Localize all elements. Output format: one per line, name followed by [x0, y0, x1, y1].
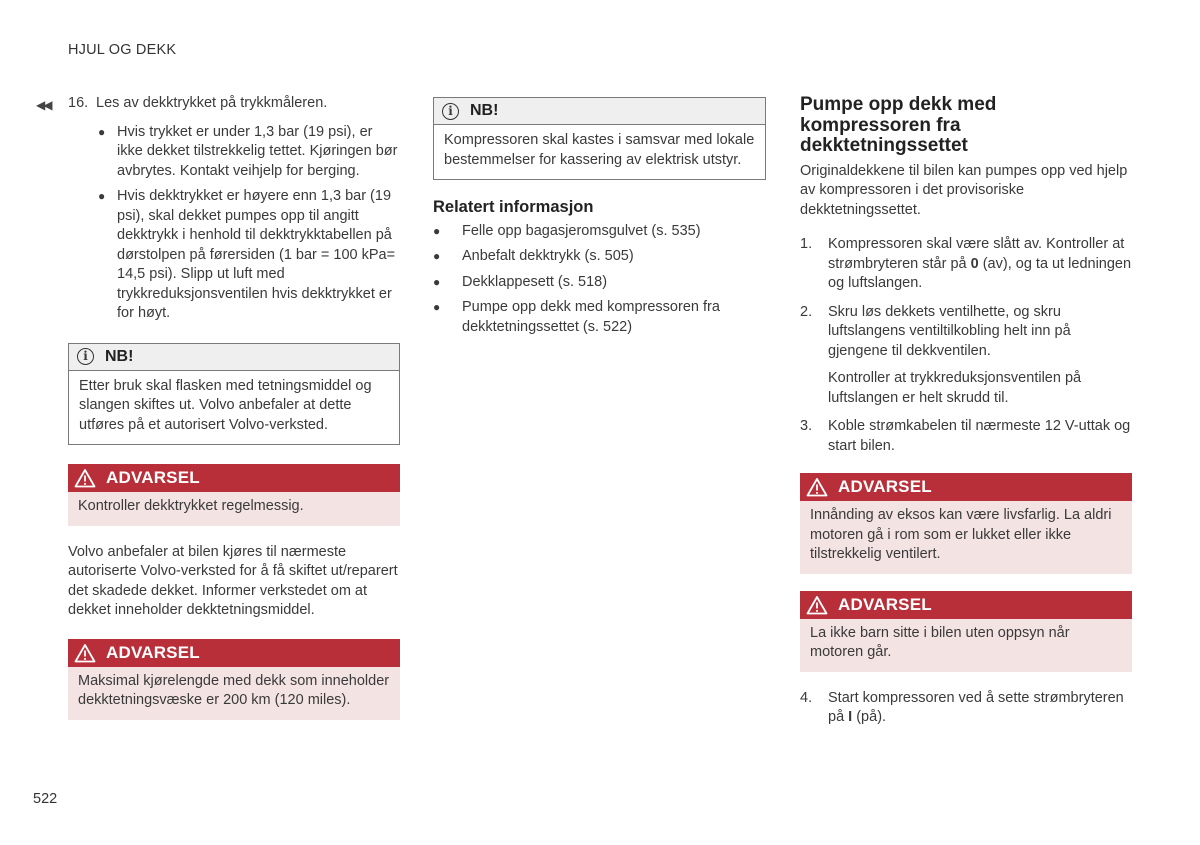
warning-triangle-icon [806, 477, 828, 497]
warning-header [68, 639, 400, 667]
warning-header [800, 591, 1132, 619]
page-number: 522 [33, 791, 58, 807]
related-link[interactable]: ● Anbefalt dekktrykk (s. 505) [433, 247, 766, 267]
step-text: Koble strømkabelen til nærmeste 12 V-uttak og start bilen. [828, 418, 1131, 454]
note-header [434, 98, 765, 125]
bullet-icon: ● [98, 189, 106, 203]
step-text: Skru løs dekkets ventilhette, og skru luftslangens ventiltilkobling helt inn på gjengene til dekkventilen. [828, 303, 1071, 359]
step-number: 3. [800, 418, 813, 434]
warning-title: ADVARSEL [106, 642, 200, 662]
warning-title: ADVARSEL [838, 594, 932, 614]
right-column [800, 95, 1132, 737]
warning-triangle-icon [74, 468, 96, 488]
step-4: 4. Start kompressoren ved å sette strømbryteren på I (på). [800, 689, 1124, 725]
step-number: 4. [800, 689, 813, 706]
related-link[interactable]: ● Pumpe opp dekk med kompressoren fra dekktetningssettet (s. 522) [433, 299, 720, 335]
warning-box [800, 473, 1132, 574]
middle-column [433, 97, 766, 343]
warning-header [68, 464, 400, 492]
warning-title: ADVARSEL [838, 477, 932, 497]
step-text: Les av dekktrykket på trykkmåleren. [96, 95, 328, 111]
warning-title: ADVARSEL [106, 468, 200, 488]
body-paragraph: Volvo anbefaler at bilen kjøres til nærmeste autoriserte Volvo-verksted for å få skiftet ut/reparert det skadede dekket. Informer verkstedet om at dekket inneholder dekktetningsmiddel. [68, 543, 398, 618]
info-icon: i [77, 348, 94, 365]
warning-text: La ikke barn sitte i bilen uten oppsyn når motoren går. [810, 624, 1070, 660]
warning-text: Kontroller dekktrykket regelmessig. [78, 498, 304, 514]
section-title: Pumpe opp dekk med kompressoren fra dekktetningssettet [800, 94, 997, 156]
info-icon: i [442, 103, 459, 120]
bullet-icon: ● [98, 124, 106, 139]
step-1: 1. Kompressoren skal være slått av. Kontroller at strømbryteren står på 0 (av), og ta ut ledningen og luftslangen. [800, 236, 1132, 291]
warning-header [800, 473, 1132, 501]
note-text: Kompressoren skal kastes i samsvar med lokale bestemmelser for kassering av elektrisk utstyr. [444, 132, 755, 168]
intro-paragraph: Originaldekkene til bilen kan pumpes opp ved hjelp av kompressoren i det provisoriske dekktetningssettet. [800, 162, 1128, 218]
step-number: 2. [800, 303, 813, 320]
bullet-icon: ● [433, 223, 441, 238]
step-16-bullets [98, 123, 400, 324]
step-16 [68, 94, 400, 114]
warning-triangle-icon [74, 643, 96, 663]
warning-box [68, 639, 400, 720]
related-list [433, 222, 766, 338]
step-number: 1. [800, 236, 813, 252]
warning-text: Maksimal kjørelengde med dekk som inneholder dekktetningsvæske er 200 km (120 miles). [78, 672, 390, 708]
list-item: ● Hvis dekktrykket er høyere enn 1,3 bar (19 psi), skal dekket pumpes opp til angitt dekktrykk i henhold til dekktrykktabellen på dørstolpen på førersiden (1 bar = 100 kPa= 14,5 psi). Slipp ut luft med trykkreduksjonsventilen hvis dekktrykket er for høyt. [98, 188, 396, 321]
note-title: NB! [470, 102, 499, 120]
left-column [68, 94, 400, 720]
section-header: HJUL OG DEKK [68, 42, 177, 58]
list-item: ● Hvis trykket er under 1,3 bar (19 psi), er ikke dekket tilstrekkelig tettet. Kjøringen bør avbrytes. Kontakt veihjelp for berging. [98, 123, 398, 179]
bullet-icon: ● [433, 300, 441, 314]
step-subtext: Kontroller at trykkreduksjonsventilen på luftslangen er helt skrudd til. [828, 370, 1082, 406]
step-2 [800, 303, 1132, 409]
warning-text: Innånding av eksos kan være livsfarlig. La aldri motoren gå i rom som er lukket eller ikke tilstrekkelig ventilert. [810, 507, 1112, 562]
related-heading: Relatert informasjon [433, 198, 594, 216]
step-number: 16. [68, 95, 89, 111]
bullet-icon: ● [433, 274, 441, 289]
step-3 [800, 417, 1132, 456]
note-header [69, 344, 399, 371]
related-link[interactable]: ● Felle opp bagasjeromsgulvet (s. 535) [433, 222, 766, 242]
bullet-icon: ● [433, 249, 441, 263]
warning-triangle-icon [806, 595, 828, 615]
note-title: NB! [105, 347, 134, 365]
double-chevron-left-icon[interactable]: ◀◀ [36, 98, 51, 112]
related-link[interactable]: ● Dekklappesett (s. 518) [433, 273, 766, 293]
warning-box [68, 464, 400, 526]
warning-box [800, 591, 1132, 672]
note-text: Etter bruk skal flasken med tetningsmiddel og slangen skiftes ut. Volvo anbefaler at dette utføres på et autorisert Volvo-verksted. [79, 377, 372, 433]
note-box [433, 97, 766, 180]
note-box [68, 343, 400, 446]
